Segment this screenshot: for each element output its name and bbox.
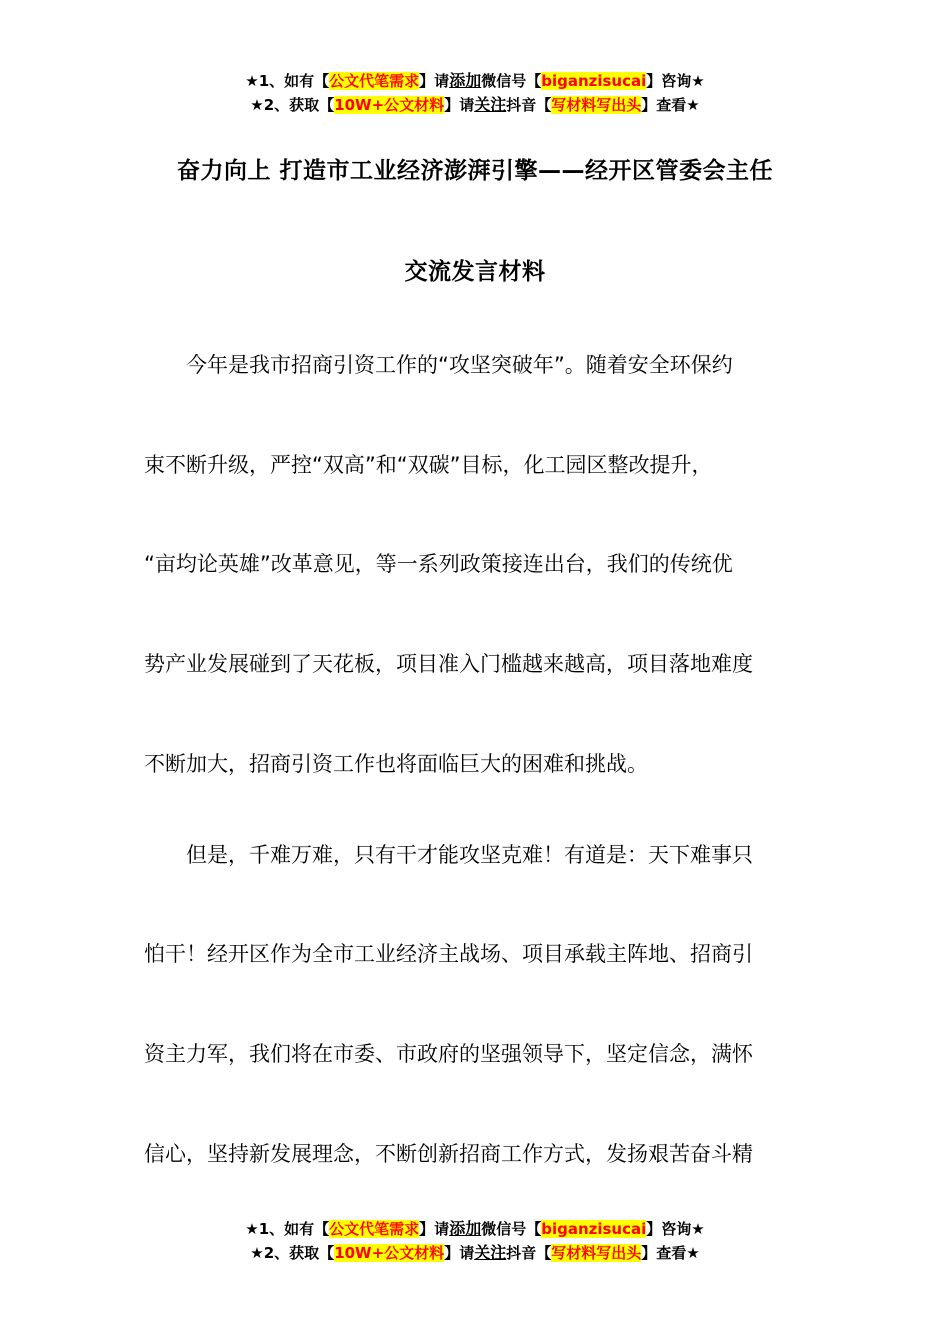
- highlight-service: 公文代笔需求: [329, 1220, 420, 1238]
- body-line: 信心，坚持新发展理念，不断创新招商工作方式，发扬艰苦奋斗精: [144, 1142, 753, 1166]
- highlight-materials: 10W+公文材料: [334, 1244, 445, 1262]
- body-line: 资主力军，我们将在市委、市政府的坚强领导下，坚定信念，满怀: [144, 1042, 753, 1066]
- banner-text: ★1、如有【: [245, 72, 330, 90]
- footer-banner: [0, 1217, 950, 1265]
- banner-emphasis: 添加: [449, 1219, 482, 1238]
- banner-line-1: [0, 1217, 950, 1241]
- banner-text: 抖音【: [506, 1244, 552, 1262]
- banner-text: 】查看★: [641, 1244, 700, 1262]
- banner-text: 】请: [419, 1220, 450, 1238]
- banner-text: ★2、获取【: [250, 96, 335, 114]
- banner-line-1: [0, 69, 950, 93]
- banner-text: 微信号【: [481, 1220, 542, 1238]
- banner-text: 】咨询★: [646, 1220, 705, 1238]
- banner-text: 微信号【: [481, 72, 542, 90]
- body-line: 怕干！经开区作为全市工业经济主战场、项目承载主阵地、招商引: [144, 942, 753, 966]
- banner-text: 】查看★: [641, 96, 700, 114]
- document-title-line-1: 奋力向上 打造市工业经济澎湃引擎——经开区管委会主任: [176, 158, 773, 184]
- document-title-line-2: 交流发言材料: [404, 259, 546, 285]
- banner-text: ★1、如有【: [245, 1220, 330, 1238]
- banner-text: 抖音【: [506, 96, 552, 114]
- body-line: 但是，千难万难，只有干才能攻坚克难！有道是：天下难事只: [144, 843, 753, 867]
- highlight-service: 公文代笔需求: [329, 72, 420, 90]
- banner-text: 】请: [444, 96, 475, 114]
- banner-line-2: [0, 93, 950, 117]
- body-line: 今年是我市招商引资工作的“攻坚突破年”。随着安全环保约: [144, 353, 733, 377]
- banner-text: 】咨询★: [646, 72, 705, 90]
- body-line: 束不断升级，严控“双高”和“双碳”目标，化工园区整改提升，: [144, 453, 713, 477]
- highlight-douyin: 写材料写出头: [551, 1244, 642, 1262]
- banner-line-2: [0, 1241, 950, 1265]
- banner-emphasis: 关注: [474, 1243, 507, 1262]
- highlight-wechat-id: biganzisucai: [541, 72, 647, 90]
- highlight-douyin: 写材料写出头: [551, 96, 642, 114]
- header-banner: [0, 69, 950, 117]
- banner-text: ★2、获取【: [250, 1244, 335, 1262]
- banner-emphasis: 关注: [474, 95, 507, 114]
- banner-emphasis: 添加: [449, 71, 482, 90]
- highlight-wechat-id: biganzisucai: [541, 1220, 647, 1238]
- body-line: 势产业发展碰到了天花板，项目准入门槛越来越高，项目落地难度: [144, 652, 753, 676]
- banner-text: 】请: [419, 72, 450, 90]
- body-line: “亩均论英雄”改革意见，等一系列政策接连出台，我们的传统优: [144, 552, 733, 576]
- banner-text: 】请: [444, 1244, 475, 1262]
- highlight-materials: 10W+公文材料: [334, 96, 445, 114]
- body-line: 不断加大，招商引资工作也将面临巨大的困难和挑战。: [144, 752, 648, 776]
